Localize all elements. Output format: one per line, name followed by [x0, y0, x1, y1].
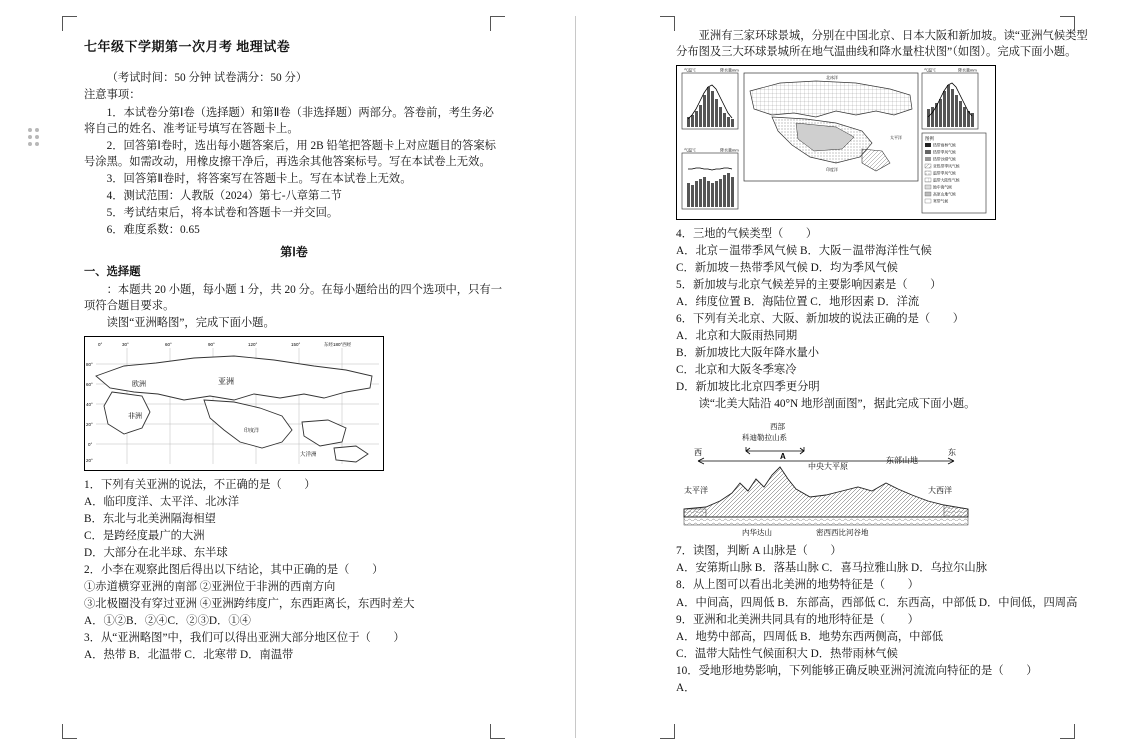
svg-text:西部: 西部 — [770, 422, 785, 432]
question-4-stem: 4．三地的气候类型（ ） — [676, 228, 818, 241]
notice-item-6: 6．难度系数：0.65 — [106, 223, 200, 236]
notice-item-3: 3．回答第Ⅱ卷时，将答案写在答题卡上。写在本试卷上无效。 — [106, 172, 412, 185]
svg-text:气温℃: 气温℃ — [684, 147, 696, 153]
crop-mark-top-middle-right — [660, 16, 675, 31]
question-8-options: A．中间高，四周低 B．东部高，西部低 C．东西高，中部低 D．中间低，四周高 — [676, 596, 1078, 609]
question-4-options-cd: C．新加坡－热带季风气候 D．均为季风气候 — [676, 262, 898, 275]
svg-text:150°: 150° — [291, 341, 301, 347]
question-2-stem: 2．小李在观察此图后得出以下结论，其中正确的是（ ） — [84, 564, 384, 577]
question-10-option-a: A． — [676, 681, 696, 694]
svg-text:温带大陆性气候: 温带大陆性气候 — [933, 178, 960, 183]
question-3-stem: 3．从“亚洲略图”中，我们可以得出亚洲大部分地区位于（ ） — [84, 632, 405, 645]
svg-text:60°: 60° — [165, 341, 172, 347]
svg-text:降水量mm: 降水量mm — [720, 67, 739, 73]
figure-north-america-cross-section — [676, 417, 1096, 537]
part-1-heading: 第Ⅰ卷 — [280, 244, 308, 259]
figure-3-lead: 读“北美大陆沿 40°N 地形剖面图”，据此完成下面小题。 — [698, 398, 976, 411]
svg-text:气温℃: 气温℃ — [684, 67, 696, 73]
right-column — [676, 28, 1096, 697]
svg-text:热带季风气候: 热带季风气候 — [933, 150, 956, 155]
drag-handle-dots[interactable] — [28, 128, 42, 150]
svg-text:90°: 90° — [208, 341, 215, 347]
question-5-stem: 5．新加坡与北京气候差异的主要影响因素是（ ） — [676, 279, 942, 292]
page-divider — [575, 16, 576, 738]
question-2-statements-1: ①赤道横穿亚洲的南部 ②亚洲位于非洲的西南方向 — [84, 581, 336, 594]
svg-text:东部山地: 东部山地 — [886, 456, 918, 466]
crop-mark-bottom-middle-right — [660, 724, 675, 739]
svg-text:0°: 0° — [98, 341, 103, 347]
crop-mark-top-left — [62, 16, 77, 31]
svg-text:高原山地气候: 高原山地气候 — [933, 192, 956, 197]
figure-1-lead: 读图“亚洲略图”，完成下面小题。 — [106, 316, 275, 329]
svg-text:亚热带季风气候: 亚热带季风气候 — [933, 164, 960, 169]
question-4-options-ab: A．北京－温带季风气候 B．大阪－温带海洋性气候 — [676, 245, 932, 258]
svg-text:0°: 0° — [88, 441, 93, 447]
notice-heading: 注意事项： — [84, 89, 141, 102]
question-1-option-d: D．大部分在北半球、东半球 — [84, 547, 228, 560]
svg-text:降水量mm: 降水量mm — [958, 67, 977, 73]
notice-item-1: 1．本试卷分第Ⅰ卷（选择题）和第Ⅱ卷（非选择题）两部分。答卷前，考生务必将自己的姓名、准考证号填写在答题卡上。 — [84, 106, 494, 135]
page-title: 七年级下学期第一次月考 地理试卷 — [84, 39, 291, 54]
figure-asia-climate-map — [676, 65, 1096, 220]
right-lead-paragraph: 亚洲有三家环球景城，分别在中国北京、日本大阪和新加坡。读“亚洲气候类型分布图及三大环球景城所在地气温曲线和降水量柱状图”（如图）。完成下面小题。 — [676, 30, 1088, 59]
question-7-stem: 7．读图，判断 A 山脉是（ ） — [676, 545, 842, 558]
notice-item-4: 4．测试范围：人教版（2024）第七-八章第二节 — [106, 189, 342, 202]
svg-text:印度洋: 印度洋 — [826, 167, 838, 173]
question-6-option-c: C．北京和大阪冬季寒冷 — [676, 364, 797, 377]
notice-item-5: 5．考试结束后，将本试卷和答题卡一并交回。 — [106, 206, 339, 219]
crop-mark-bottom-right — [1060, 724, 1075, 739]
svg-text:降水量mm: 降水量mm — [720, 147, 739, 153]
svg-text:热带沙漠气候: 热带沙漠气候 — [933, 157, 956, 162]
question-1-option-a: A．临印度洋、太平洋、北冰洋 — [84, 495, 240, 508]
svg-text:西: 西 — [694, 448, 702, 458]
question-9-options-cd: C．温带大陆性气候面积大 D．热带雨林气候 — [676, 647, 898, 660]
question-7-options: A．安第斯山脉 B．落基山脉 C．喜马拉雅山脉 D．乌拉尔山脉 — [676, 562, 987, 575]
svg-text:北冰洋: 北冰洋 — [826, 75, 838, 81]
svg-text:科迪勒拉山系: 科迪勒拉山系 — [742, 433, 787, 443]
notice-item-2: 2．回答第Ⅰ卷时，选出每小题答案后，用 2B 铅笔把答题卡上对应题目的答案标号涂黑。如需改动，用橡皮擦干净后，再选余其他答案标号。写在本试卷上无效。 — [84, 139, 496, 168]
question-2-options: A．①②B．②④C．②③D．①④ — [84, 615, 251, 628]
question-6-option-d: D．新加坡比北京四季更分明 — [676, 381, 820, 394]
crop-mark-bottom-left — [62, 724, 77, 739]
question-5-options: A．纬度位置 B．海陆位置 C．地形因素 D．洋流 — [676, 296, 920, 309]
question-2-statements-2: ③北极圈没有穿过亚洲 ④亚洲跨纬度广，东西距离长，东西时差大 — [84, 598, 415, 611]
question-9-stem: 9．亚洲和北美洲共同具有的地形特征是（ ） — [676, 613, 919, 626]
left-column — [84, 28, 504, 664]
question-9-options-ab: A．地势中部高，四周低 B．地势东西两侧高，中部低 — [676, 630, 944, 643]
svg-text:中央大平原: 中央大平原 — [808, 462, 848, 472]
svg-text:密西西比河谷地: 密西西比河谷地 — [816, 528, 869, 538]
question-1-stem: 1．下列有关亚洲的说法，不正确的是（ ） — [84, 478, 316, 491]
svg-text:30°: 30° — [122, 341, 129, 347]
question-8-stem: 8．从上图可以看出北美洲的地势特征是（ ） — [676, 579, 919, 592]
svg-text:A: A — [780, 452, 786, 462]
svg-text:120°: 120° — [248, 341, 258, 347]
svg-text:图例: 图例 — [925, 136, 934, 142]
question-1-option-c: C．是跨经度最广的大洲 — [84, 530, 205, 543]
svg-text:80°: 80° — [86, 361, 93, 367]
svg-text:热带雨林气候: 热带雨林气候 — [933, 143, 956, 148]
svg-text:温带季风气候: 温带季风气候 — [933, 171, 956, 176]
svg-text:40°: 40° — [86, 401, 93, 407]
svg-text:20°: 20° — [86, 457, 93, 463]
svg-text:内华达山: 内华达山 — [742, 528, 772, 538]
svg-text:印度洋: 印度洋 — [244, 427, 260, 434]
svg-text:太平洋: 太平洋 — [684, 486, 708, 496]
question-3-options: A．热带 B．北温带 C．北寒带 D．南温带 — [84, 649, 294, 662]
exam-info: （考试时间：50 分钟 试卷满分：50 分） — [106, 72, 308, 85]
section-1-heading: 一、选择题 — [84, 265, 141, 278]
question-6-option-b: B．新加坡比大阪年降水量小 — [676, 347, 820, 360]
question-6-stem: 6．下列有关北京、大阪、新加坡的说法正确的是（ ） — [676, 313, 965, 326]
svg-text:亚洲: 亚洲 — [218, 376, 234, 386]
crop-mark-bottom-middle-left — [490, 724, 505, 739]
svg-text:非洲: 非洲 — [128, 412, 142, 420]
svg-text:大洋洲: 大洋洲 — [300, 451, 317, 458]
question-1-option-b: B．东北与北美洲隔海相望 — [84, 512, 216, 525]
svg-text:东: 东 — [948, 448, 956, 458]
figure-asia-outline-map — [84, 336, 504, 471]
svg-text:20°: 20° — [86, 421, 93, 427]
svg-text:气温℃: 气温℃ — [924, 67, 936, 73]
svg-text:欧洲: 欧洲 — [132, 380, 146, 388]
svg-text:寒带气候: 寒带气候 — [933, 199, 949, 204]
section-1-instruction: ：本题共 20 小题，每小题 1 分，共 20 分。在每小题给出的四个选项中，只有一项符合题目要求。 — [84, 283, 502, 312]
svg-text:大西洋: 大西洋 — [928, 486, 952, 496]
svg-text:东经180°西经: 东经180°西经 — [324, 341, 352, 347]
svg-text:60°: 60° — [86, 381, 93, 387]
svg-text:太平洋: 太平洋 — [890, 135, 902, 141]
svg-text:地中海气候: 地中海气候 — [933, 185, 952, 190]
question-6-option-a: A．北京和大阪雨热同期 — [676, 330, 798, 343]
question-10-stem: 10．受地形地势影响，下列能够正确反映亚洲河流流向特征的是（ ） — [676, 664, 1038, 677]
